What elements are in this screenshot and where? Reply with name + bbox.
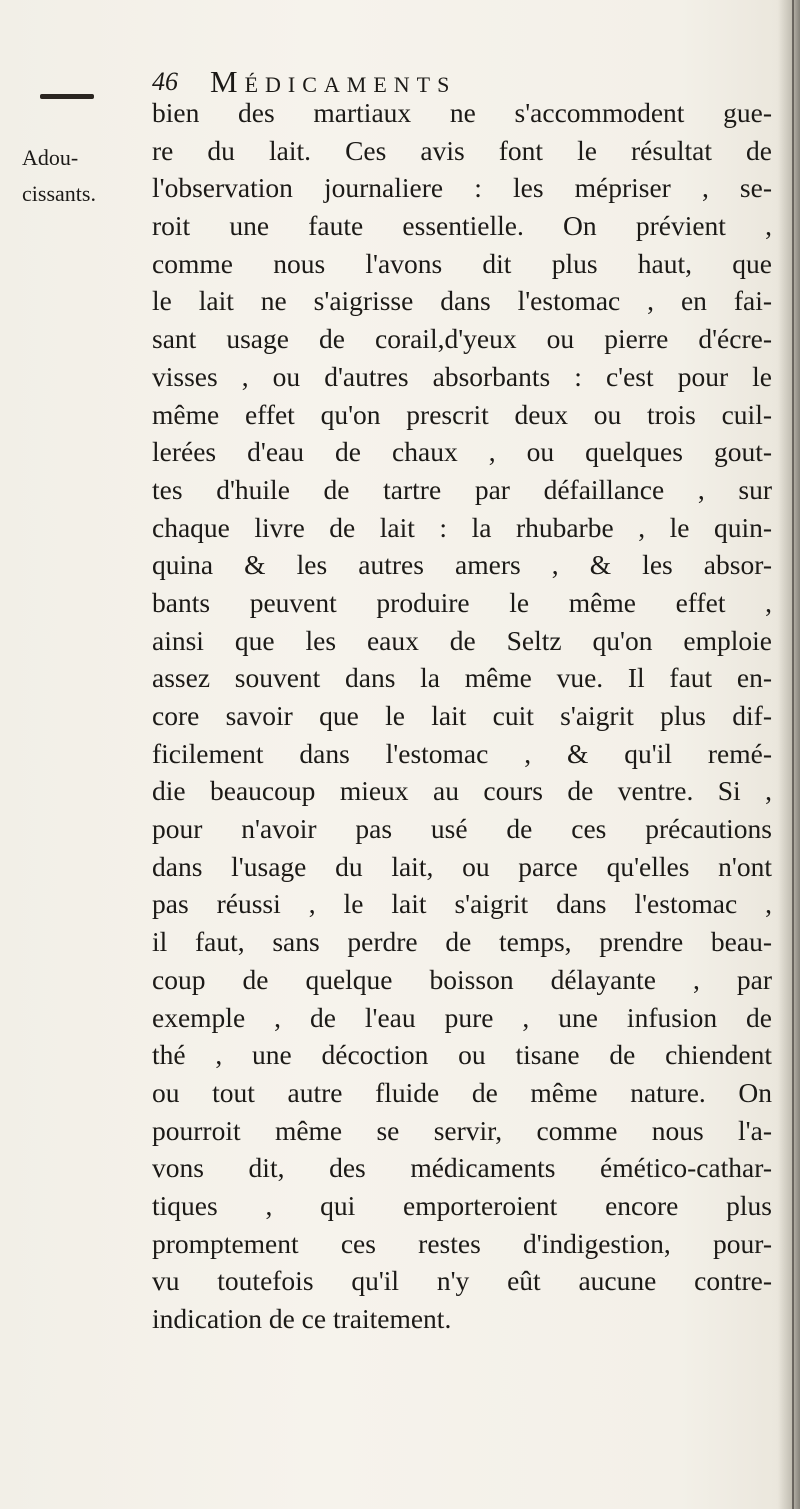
page-number: 46 [152, 67, 178, 96]
text-line: comme nous l'avons dit plus haut, que [152, 247, 772, 279]
text-line: l'observation journaliere : les mépriser , se- [152, 172, 772, 204]
text-line: tiques , qui emporteroient encore plus [152, 1189, 772, 1221]
text-line: indication de ce traitement. [152, 1303, 452, 1334]
text-line: pourroit même se servir, comme nous l'a- [152, 1114, 772, 1146]
text-line: thé , une décoction ou tisane de chiendent [152, 1039, 772, 1071]
text-line: ou tout autre fluide de même nature. On [152, 1076, 772, 1108]
text-line: exemple , de l'eau pure , une infusion de [152, 1001, 772, 1033]
text-line: visses , ou d'autres absorbants : c'est pour le [152, 360, 772, 392]
text-line: bants peuvent produire le même effet , [152, 586, 772, 618]
margin-ornament-rule [40, 94, 94, 99]
text-line: pour n'avoir pas usé de ces précautions [152, 813, 772, 845]
margin-note [22, 140, 132, 212]
text-line: ainsi que les eaux de Seltz qu'on emploie [152, 624, 772, 656]
text-line: même effet qu'on prescrit deux ou trois cuil- [152, 398, 772, 430]
margin-note-line: Adou- [22, 145, 79, 170]
text-line: le lait ne s'aigrisse dans l'estomac , en fai- [152, 285, 772, 317]
text-line: dans l'usage du lait, ou parce qu'elles n'ont [152, 850, 772, 882]
text-line: core savoir que le lait cuit s'aigrit plus dif- [152, 700, 772, 731]
spine-shadow [778, 0, 800, 1509]
running-title: Médicaments [210, 64, 457, 99]
text-line: il faut, sans perdre de temps, prendre beau- [152, 926, 772, 958]
text-line: chaque livre de lait : la rhubarbe , le quin- [152, 511, 772, 543]
body-text [152, 94, 772, 1338]
text-line: sant usage de corail,d'yeux ou pierre d'écre- [152, 323, 772, 355]
text-line: coup de quelque boisson délayante , par [152, 963, 772, 995]
text-line: quina & les autres amers , & les absor- [152, 549, 772, 581]
text-line: promptement ces restes d'indigestion, pour- [152, 1227, 772, 1259]
text-line: die beaucoup mieux au cours de ventre. Si , [152, 775, 772, 807]
text-line: pas réussi , le lait s'aigrit dans l'estomac , [152, 888, 772, 920]
margin-note-line: cissants. [22, 181, 96, 206]
text-line: vu toutefois qu'il n'y eût aucune contre- [152, 1265, 772, 1297]
text-line: vons dit, des médicaments émético-cathar- [152, 1152, 772, 1184]
text-line: re du lait. Ces avis font le résultat de [152, 134, 772, 166]
text-line: roit une faute essentielle. On prévient , [152, 210, 772, 242]
spine-edge [792, 0, 794, 1509]
text-line: bien des martiaux ne s'accommodent gue- [152, 97, 772, 128]
text-line: assez souvent dans la même vue. Il faut en- [152, 662, 772, 694]
text-line: lerées d'eau de chaux , ou quelques gout- [152, 436, 772, 468]
text-line: tes d'huile de tartre par défaillance , sur [152, 473, 772, 505]
text-line: ficilement dans l'estomac , & qu'il remé- [152, 737, 772, 769]
